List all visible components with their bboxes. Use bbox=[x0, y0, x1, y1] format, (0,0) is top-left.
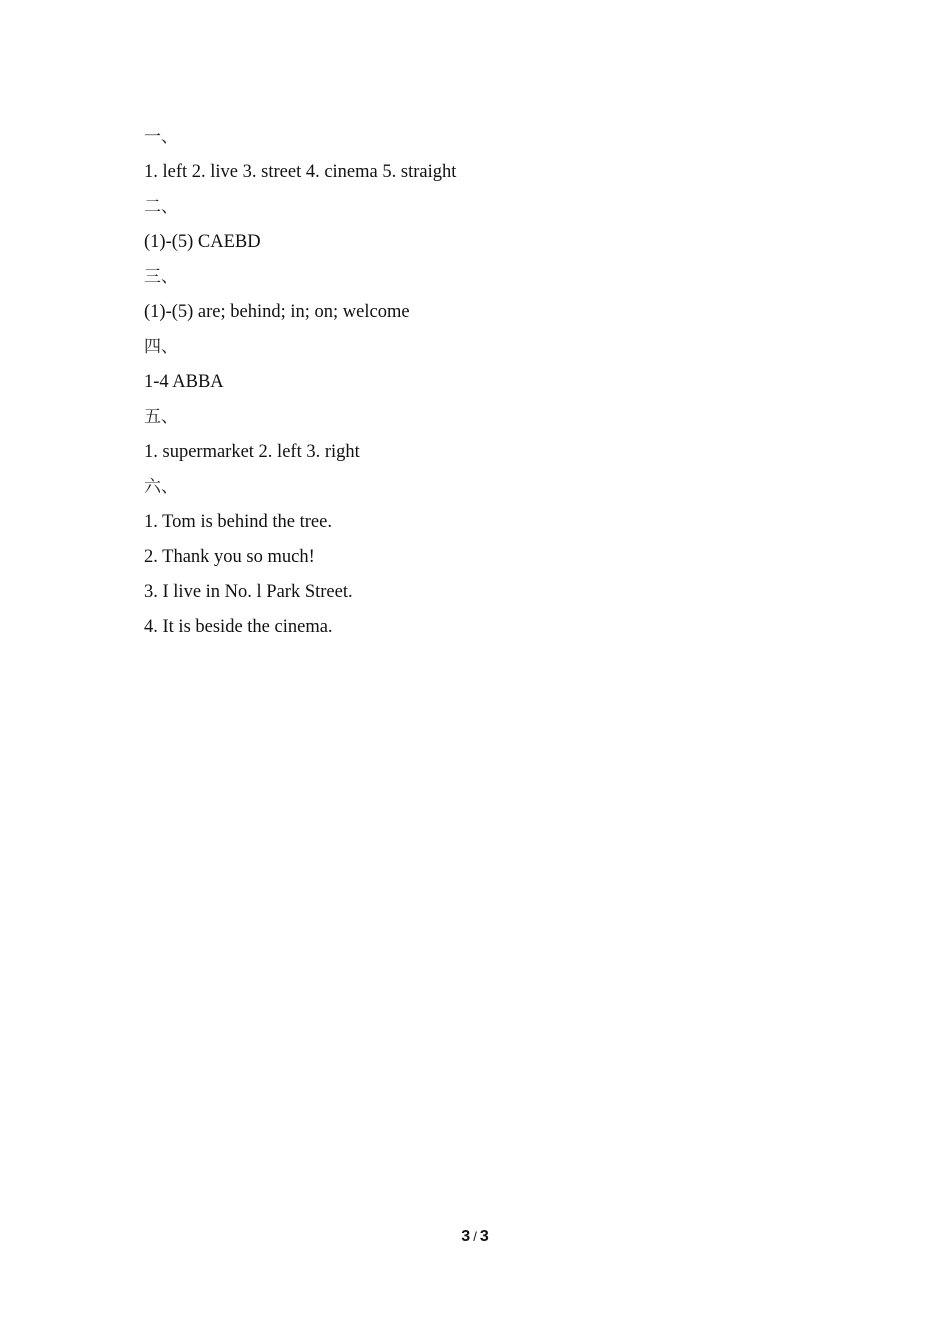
section-heading-5: 五、 bbox=[144, 407, 178, 427]
answer-line: 4. It is beside the cinema. bbox=[144, 617, 333, 637]
answer-line: (1)-(5) CAEBD bbox=[144, 232, 261, 252]
answer-line: (1)-(5) are; behind; in; on; welcome bbox=[144, 302, 410, 322]
current-page-number: 3 bbox=[461, 1228, 471, 1245]
section-heading-1: 一、 bbox=[144, 127, 178, 147]
section-heading-2: 二、 bbox=[144, 197, 178, 217]
section-heading-6: 六、 bbox=[144, 477, 178, 497]
answer-key bbox=[144, 120, 804, 645]
answer-line: 1-4 ABBA bbox=[144, 372, 224, 392]
answer-line: 1. left 2. live 3. street 4. cinema 5. straight bbox=[144, 162, 457, 182]
answer-line: 1. supermarket 2. left 3. right bbox=[144, 442, 360, 462]
answer-line: 1. Tom is behind the tree. bbox=[144, 512, 332, 532]
page-number bbox=[0, 1228, 950, 1246]
total-pages-number: 3 bbox=[479, 1228, 489, 1245]
answer-line: 3. I live in No. l Park Street. bbox=[144, 582, 353, 602]
section-heading-3: 三、 bbox=[144, 267, 178, 287]
section-heading-4: 四、 bbox=[144, 337, 178, 357]
answer-line: 2. Thank you so much! bbox=[144, 547, 315, 567]
page-separator: / bbox=[473, 1229, 477, 1244]
